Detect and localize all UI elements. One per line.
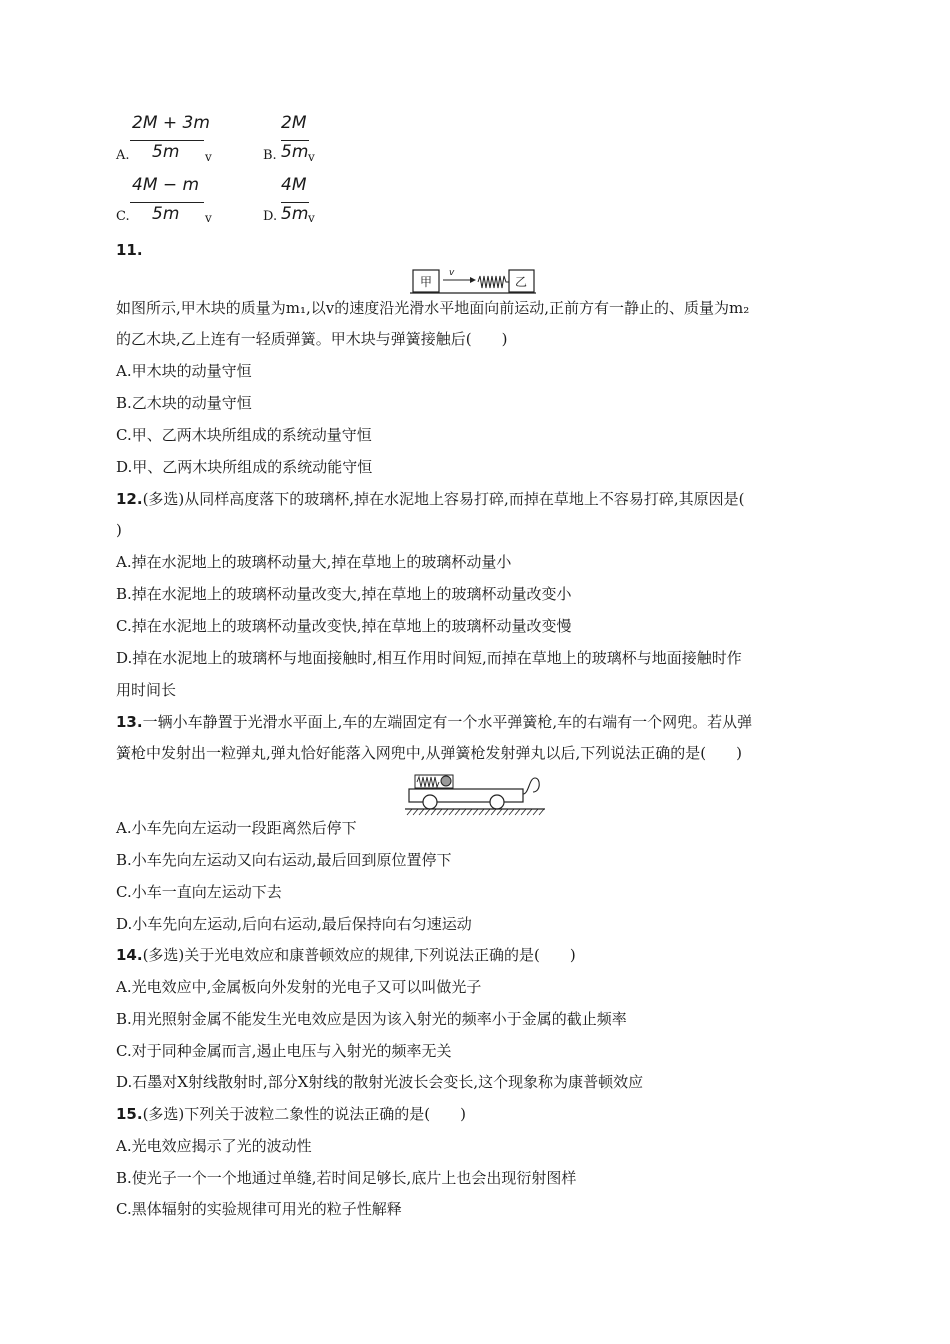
- q14-option-c: C.对于同种金属而言,遏止电压与入射光的频率无关: [116, 1042, 452, 1060]
- question-15: [116, 1104, 466, 1124]
- q14-option-a: A.光电效应中,金属板向外发射的光电子又可以叫做光子: [116, 978, 482, 996]
- question-11-number: 11.: [116, 241, 143, 259]
- question-13-number: 13.: [116, 713, 143, 731]
- fraction-numerator: 4M − m: [132, 175, 200, 195]
- q13-figure-cart-spring-gun: [405, 772, 545, 816]
- question-12-text-cont: ): [116, 521, 122, 539]
- q14-option-b: B.用光照射金属不能发生光电效应是因为该入射光的频率小于金属的截止频率: [116, 1010, 627, 1028]
- velocity-symbol: v: [308, 150, 315, 164]
- fraction-denominator: 5m: [152, 204, 180, 224]
- option-label: B.: [263, 148, 277, 163]
- velocity-symbol: v: [205, 150, 212, 164]
- q11-option-b: B.乙木块的动量守恒: [116, 394, 252, 412]
- q11-option-c: C.甲、乙两木块所组成的系统动量守恒: [116, 426, 372, 444]
- fraction-bar: [130, 140, 204, 141]
- velocity-symbol: v: [308, 211, 315, 225]
- q13-option-a: A.小车先向左运动一段距离然后停下: [116, 819, 357, 837]
- q12-option-b: B.掉在水泥地上的玻璃杯动量改变大,掉在草地上的玻璃杯动量改变小: [116, 585, 572, 603]
- block-b-label: 乙: [514, 275, 528, 289]
- fraction-bar: [281, 140, 309, 141]
- fraction-numerator: 2M: [281, 113, 307, 133]
- fraction-denominator: 5m: [281, 204, 309, 224]
- question-12-number: 12.: [116, 490, 143, 508]
- block-a-label: 甲: [419, 275, 433, 289]
- option-label: C.: [116, 209, 130, 224]
- q15-option-b: B.使光子一个一个地通过单缝,若时间足够长,底片上也会出现衍射图样: [116, 1169, 577, 1187]
- velocity-label: v: [449, 268, 455, 278]
- q14-option-d: D.石墨对X射线散射时,部分X射线的散射光波长会变长,这个现象称为康普顿效应: [116, 1073, 644, 1091]
- question-12-text: (多选)从同样高度落下的玻璃杯,掉在水泥地上容易打碎,而掉在草地上不容易打碎,其原因是(: [142, 490, 745, 508]
- velocity-symbol: v: [205, 211, 212, 225]
- question-11-text: 如图所示,甲木块的质量为m₁,以v的速度沿光滑水平地面向前运动,正前方有一静止的、质量为m₂: [116, 299, 750, 317]
- fraction-denominator: 5m: [152, 142, 180, 162]
- q15-option-c: C.黑体辐射的实验规律可用光的粒子性解释: [116, 1200, 402, 1218]
- question-14-number: 14.: [116, 946, 143, 964]
- question-13-text-cont: 簧枪中发射出一粒弹丸,弹丸恰好能落入网兜中,从弹簧枪发射弹丸以后,下列说法正确的是( ): [116, 744, 743, 762]
- question-11-text-cont: 的乙木块,乙上连有一轻质弹簧。甲木块与弹簧接触后( ): [116, 330, 508, 348]
- q12-option-a: A.掉在水泥地上的玻璃杯动量大,掉在草地上的玻璃杯动量小: [116, 553, 512, 571]
- fraction-numerator: 2M + 3m: [132, 113, 210, 133]
- q15-option-a: A.光电效应揭示了光的波动性: [116, 1137, 312, 1155]
- q11-option-a: A.甲木块的动量守恒: [116, 362, 252, 380]
- q11-option-d: D.甲、乙两木块所组成的系统动能守恒: [116, 458, 373, 476]
- q13-option-d: D.小车先向左运动,后向右运动,最后保持向右匀速运动: [116, 915, 472, 933]
- fraction-bar: [130, 202, 204, 203]
- option-label: D.: [263, 209, 278, 224]
- q13-option-c: C.小车一直向左运动下去: [116, 883, 282, 901]
- q12-option-d: D.掉在水泥地上的玻璃杯与地面接触时,相互作用时间短,而掉在草地上的玻璃杯与地面接触时作: [116, 649, 742, 667]
- question-14-text: (多选)关于光电效应和康普顿效应的规律,下列说法正确的是( ): [142, 946, 576, 964]
- q11-figure-blocks-spring: [410, 266, 536, 294]
- q12-option-d-cont: 用时间长: [116, 681, 177, 699]
- fraction-bar: [281, 202, 309, 203]
- q12-option-c: C.掉在水泥地上的玻璃杯动量改变快,掉在草地上的玻璃杯动量改变慢: [116, 617, 572, 635]
- question-14: [116, 945, 576, 965]
- fraction-numerator: 4M: [281, 175, 307, 195]
- question-13: [116, 712, 752, 732]
- question-12: [116, 489, 744, 509]
- q13-option-b: B.小车先向左运动又向右运动,最后回到原位置停下: [116, 851, 452, 869]
- option-label: A.: [116, 148, 130, 163]
- question-15-text: (多选)下列关于波粒二象性的说法正确的是( ): [142, 1105, 466, 1123]
- question-15-number: 15.: [116, 1105, 143, 1123]
- fraction-denominator: 5m: [281, 142, 309, 162]
- question-13-text: 一辆小车静置于光滑水平面上,车的左端固定有一个水平弹簧枪,车的右端有一个网兜。若从弹: [142, 713, 753, 731]
